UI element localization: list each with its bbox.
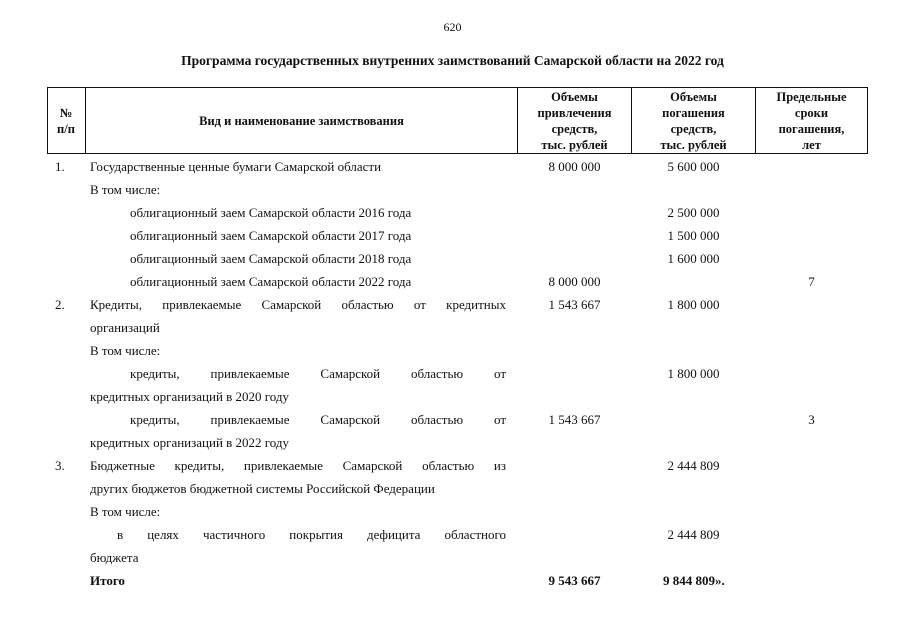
total-label: Итого [90,573,125,588]
row-name-line: в целях частичного покрытия дефицита областного [117,527,506,542]
repay-value: 1 800 000 [667,297,720,312]
row-number: 2. [55,297,65,312]
row-name-line: кредиты, привлекаемые Самарской областью от [130,366,506,381]
repay-value: 2 444 809 [667,527,720,542]
row-name-line: Бюджетные кредиты, привлекаемые Самарской областью из [90,458,506,473]
term-value: 7 [808,274,815,289]
row-subheading: В том числе: [90,504,161,519]
row-name-line: кредитных организаций в 2020 году [90,389,290,404]
row-number: 1. [55,159,65,174]
header-repay-term: Предельные сроки погашения, лет [776,89,847,152]
row-name: облигационный заем Самарской области 2017 года [130,228,412,243]
row-name-line: Кредиты, привлекаемые Самарской областью от кредитных [90,297,506,312]
row-name-line: других бюджетов бюджетной системы Российской Федерации [90,481,435,496]
row-name-line: кредитных организаций в 2022 году [90,435,290,450]
repay-value: 1 600 000 [667,251,720,266]
header-repay-volume: Объемы погашения средств, тыс. рублей [660,89,727,152]
attract-value: 8 000 000 [548,159,601,174]
total-repay-value: 9 844 809». [663,573,725,588]
page-number: 620 [443,20,462,34]
header-divider-right [867,87,868,154]
row-name: Государственные ценные бумаги Самарской области [90,159,382,174]
row-subheading: В том числе: [90,182,161,197]
row-name-line: бюджета [90,550,139,565]
header-attract-volume: Объемы привлечения средств, тыс. рублей [537,89,612,152]
repay-value: 1 500 000 [667,228,720,243]
document-title: Программа государственных внутренних заимствований Самарской области на 2022 год [181,53,724,68]
repay-value: 2 500 000 [667,205,720,220]
term-value: 3 [808,412,815,427]
row-name-line: организаций [90,320,160,335]
total-attract-value: 9 543 667 [548,573,601,588]
row-number: 3. [55,458,65,473]
header-name: Вид и наименование заимствования [199,113,404,128]
repay-value: 1 800 000 [667,366,720,381]
row-name: облигационный заем Самарской области 2016 года [130,205,412,220]
row-name: облигационный заем Самарской области 2022 года [130,274,412,289]
header-number: № п/п [57,105,75,136]
row-name-line: кредиты, привлекаемые Самарской областью от [130,412,506,427]
attract-value: 8 000 000 [548,274,601,289]
table-header-bottom-border [47,153,868,154]
attract-value: 1 543 667 [548,412,601,427]
attract-value: 1 543 667 [548,297,601,312]
repay-value: 5 600 000 [667,159,720,174]
row-subheading: В том числе: [90,343,161,358]
row-name: облигационный заем Самарской области 2018 года [130,251,412,266]
repay-value: 2 444 809 [667,458,720,473]
